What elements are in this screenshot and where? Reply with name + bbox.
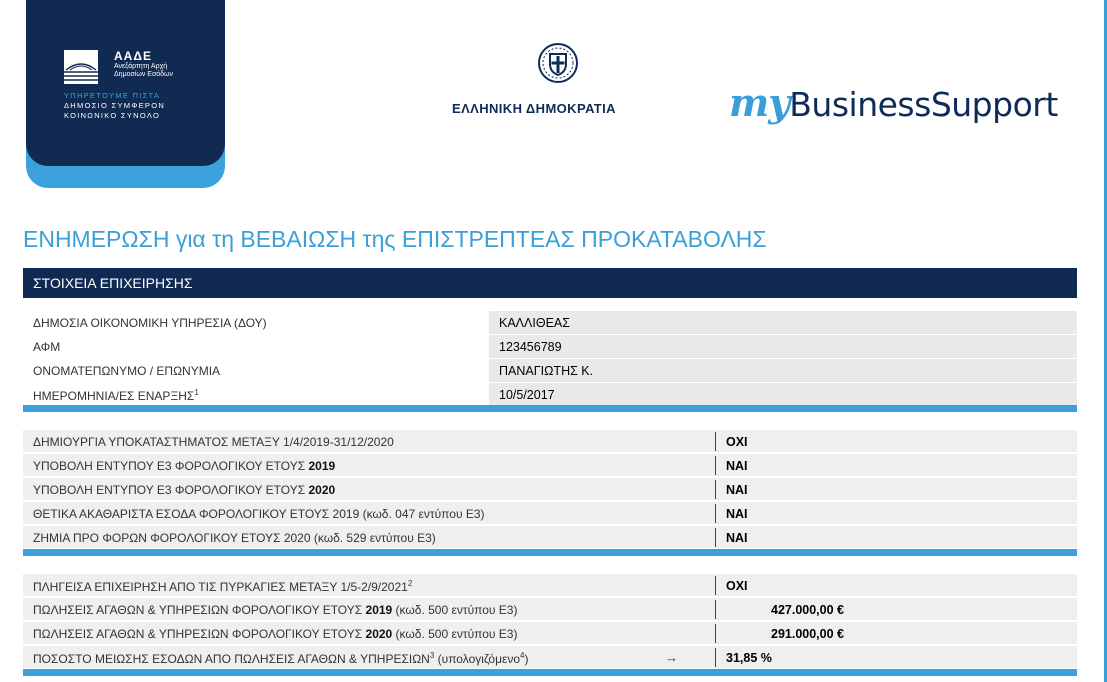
business-value: 10/5/2017 (499, 388, 555, 402)
criteria-value: ΝΑΙ (726, 507, 748, 521)
business-value: ΠΑΝΑΓΙΩΤΗΣ Κ. (499, 364, 594, 378)
reduction-value: 31,85 % (726, 651, 772, 665)
section-divider (23, 405, 1077, 412)
aade-name: ΑΑΔΕ (114, 49, 152, 63)
business-label: ΑΦΜ (33, 340, 61, 354)
business-row-start-date (23, 383, 1077, 406)
sales-2020-row (23, 622, 1077, 645)
aade-badge (26, 0, 225, 188)
aade-motto-1: ΥΠΗΡΕΤΟΥΜΕ ΠΙΣΤΑ (64, 91, 161, 100)
page-title: ΕΝΗΜΕΡΩΣΗ για τη ΒΕΒΑΙΩΣΗ της ΕΠΙΣΤΡΕΠΤΕΑΣ ΠΡΟΚΑΤΑΒΟΛΗΣ (23, 226, 767, 252)
greek-emblem-icon (537, 42, 579, 84)
section-divider (23, 549, 1077, 556)
sales-2019-label: ΠΩΛΗΣΕΙΣ ΑΓΑΘΩΝ & ΥΠΗΡΕΣΙΩΝ ΦΟΡΟΛΟΓΙΚΟΥ ΕΤΟΥΣ 2019 (κωδ. 500 εντύπου Ε3) (33, 603, 518, 617)
sales-2019-row (23, 598, 1077, 621)
section-header: ΣΤΟΙΧΕΙΑ ΕΠΙΧΕΙΡΗΣΗΣ (23, 268, 1077, 298)
criteria-label: ΘΕΤΙΚΑ ΑΚΑΘΑΡΙΣΤΑ ΕΣΟΔΑ ΦΟΡΟΛΟΓΙΚΟΥ ΕΤΟΥΣ 2019 (κωδ. 047 εντύπου Ε3) (33, 507, 485, 521)
business-row-doy (23, 311, 1077, 334)
reduction-label: ΠΟΣΟΣΤΟ ΜΕΙΩΣΗΣ ΕΣΟΔΩΝ ΑΠΟ ΠΩΛΗΣΕΙΣ ΑΓΑΘΩΝ & ΥΠΗΡΕΣΙΩΝ$^3$ (υπολογιζόμενο$^4$) (33, 651, 529, 666)
section-divider (23, 669, 1077, 676)
criteria-row (23, 430, 1077, 453)
aade-motto-3: ΚΟΙΝΩΝΙΚΟ ΣΥΝΟΛΟ (64, 111, 161, 120)
criteria-value: ΝΑΙ (726, 459, 748, 473)
hellenic-republic-label: ΕΛΛΗΝΙΚΗ ΔΗΜΟΚΡΑΤΙΑ (452, 101, 616, 116)
sales-2020-label: ΠΩΛΗΣΕΙΣ ΑΓΑΘΩΝ & ΥΠΗΡΕΣΙΩΝ ΦΟΡΟΛΟΓΙΚΟΥ ΕΤΟΥΣ 2020 (κωδ. 500 εντύπου Ε3) (33, 627, 518, 641)
criteria-label: ΥΠΟΒΟΛΗ ΕΝΤΥΠΟΥ Ε3 ΦΟΡΟΛΟΓΙΚΟΥ ΕΤΟΥΣ 2019 (33, 459, 336, 473)
business-label: ΔΗΜΟΣΙΑ ΟΙΚΟΝΟΜΙΚΗ ΥΠΗΡΕΣΙΑ (ΔΟΥ) (33, 316, 267, 330)
business-label: ΟΝΟΜΑΤΕΠΩΝΥΜΟ / ΕΠΩΝΥΜΙΑ (33, 364, 221, 378)
aade-logo-icon (64, 50, 98, 84)
brand-rest: BusinessSupport (789, 85, 1058, 124)
criteria-label: ΥΠΟΒΟΛΗ ΕΝΤΥΠΟΥ Ε3 ΦΟΡΟΛΟΓΙΚΟΥ ΕΤΟΥΣ 2020 (33, 483, 336, 497)
fires-row (23, 574, 1077, 597)
fires-label: ΠΛΗΓΕΙΣΑ ΕΠΙΧΕΙΡΗΣΗ ΑΠΟ ΤΙΣ ΠΥΡΚΑΓΙΕΣ ΜΕΤΑΞΥ 1/5-2/9/2021$^2$ (33, 579, 413, 594)
sales-2020-value: 291.000,00 € (771, 627, 844, 641)
business-row-name (23, 359, 1077, 382)
criteria-row (23, 478, 1077, 501)
criteria-label: ΔΗΜΙΟΥΡΓΙΑ ΥΠΟΚΑΤΑΣΤΗΜΑΤΟΣ ΜΕΤΑΞΥ 1/4/2019-31/12/2020 (33, 435, 394, 449)
business-value: ΚΑΛΛΙΘΕΑΣ (499, 316, 570, 330)
criteria-row (23, 502, 1077, 525)
criteria-row (23, 526, 1077, 549)
aade-badge-panel (26, 0, 225, 166)
brand-my: my (729, 80, 790, 125)
sales-2019-value: 427.000,00 € (771, 603, 844, 617)
criteria-value: ΝΑΙ (726, 483, 748, 497)
criteria-value: ΟΧΙ (726, 435, 748, 449)
mybusinesssupport-logo (729, 80, 1058, 150)
business-row-afm (23, 335, 1077, 358)
criteria-label: ΖΗΜΙΑ ΠΡΟ ΦΟΡΩΝ ΦΟΡΟΛΟΓΙΚΟΥ ΕΤΟΥΣ 2020 (κωδ. 529 εντύπου Ε3) (33, 531, 436, 545)
arrow-right-icon: → (665, 650, 678, 665)
fires-value: ΟΧΙ (726, 579, 748, 593)
aade-subtitle-2: Δημοσίων Εσόδων (114, 71, 174, 78)
criteria-row (23, 454, 1077, 477)
aade-subtitle-1: Ανεξάρτητη Αρχή (114, 63, 168, 70)
aade-motto-2: ΔΗΜΟΣΙΟ ΣΥΜΦΕΡΟΝ (64, 101, 166, 110)
reduction-row (23, 646, 1077, 669)
business-value: 123456789 (499, 340, 562, 354)
business-label: ΗΜΕΡΟΜΗΝΙΑ/ΕΣ ΕΝΑΡΞΗΣ$^1$ (33, 388, 199, 403)
criteria-value: ΝΑΙ (726, 531, 748, 545)
